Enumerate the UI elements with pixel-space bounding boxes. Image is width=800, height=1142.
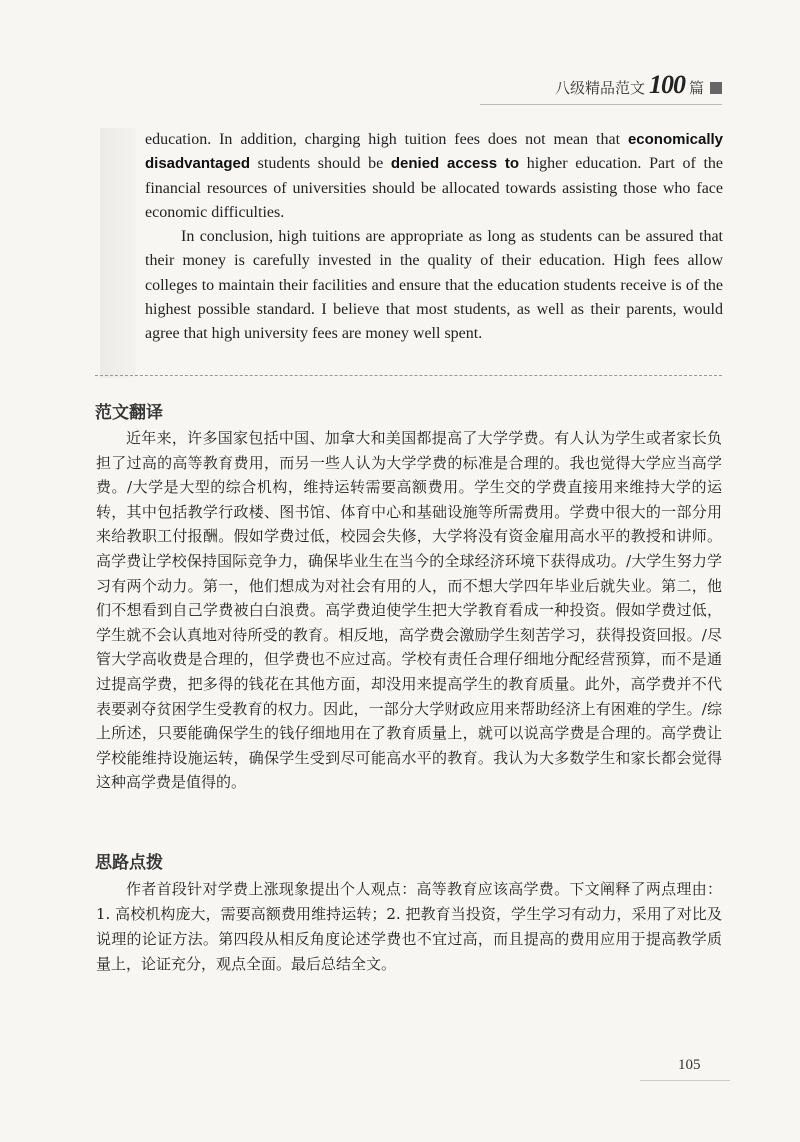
english-paragraph [145,225,723,346]
running-header [555,70,722,100]
section-divider [95,375,722,376]
header-title-suffix: 篇 [688,81,704,97]
header-title-prefix: 八级精品范文 [554,81,645,97]
header-square-icon [710,82,722,94]
key-phrase: denied access to [390,155,520,173]
margin-shading [100,128,136,378]
page-number-rule [640,1080,730,1081]
english-passage [145,128,723,347]
header-rule [480,104,722,105]
header-title-number: 100 [648,70,685,99]
text-segment: education. In addition, charging high tuition fees does not mean that [145,131,628,148]
text-segment: In conclusion, high tuitions are appropriate as long as students can be assured that their money is carefully invested in the quality of their education. High fees allow colleges to maintain their facilities and ensure that the education students receive is of the highest possible standard. I believe that most students, as well as their parents, would agree that high university fees are money well spent. [145,228,723,343]
text-segment: students should be [250,155,391,173]
translation-text: 近年来，许多国家包括中国、加拿大和美国都提高了大学学费。有人认为学生或者家长负担了过高的高等教育费用，而另一些人认为大学学费的标准是合理的。我也觉得大学应当高学费。/大学是大型的综合机构，维持运转需要高额费用。学生交的学费直接用来维持大学的运转，其中包括教学行政楼、图书馆、体育中心和基础设施等所需费用。学费中很大的一部分用来给教职工付报酬。假如学费过低，校园会失修，大学将没有资金雇用高水平的教授和讲师。高学费让学校保持国际竞争力，确保毕业生在当今的全球经济环境下获得成功。/大学生努力学习有两个动力。第一，他们想成为对社会有用的人，而不想大学四年毕业后就失业。第二，他们不想看到自己学费被白白浪费。高学费迫使学生把大学教育看成一种投资。假如学费过低，学生就不会认真地对待所受的教育。相反地，高学费会激励学生刻苦学习，获得投资回报。/尽管大学高收费是合理的，但学费也不应过高。学校有责任合理仔细地分配经营预算，而不是通过提高学费，把多得的钱花在其他方面，却没用来提高学生的教育质量。此外，高学费并不代表要剥夺贫困学生受教育的权力。因此，一部分大学财政应用来帮助经济上有困难的学生。/综上所述，只要能确保学生的钱仔细地用在了教育质量上，就可以说高学费是合理的。高学费让学校能维持设施运转，确保学生受到尽可能高水平的教育。我认为大多数学生和家长都会觉得这种高学费是值得的。 [96,429,722,792]
analysis-title: 思路点拨 [95,853,163,873]
key-phrase: economically disadvantaged [145,131,723,173]
text-segment: higher education. Part of the financial resources of universities should be allocated towards assisting those who face economic difficulties. [145,155,724,221]
page-number: 105 [678,1057,701,1073]
translation-title: 范文翻译 [95,403,163,423]
analysis-text: 作者首段针对学费上涨现象提出个人观点：高等教育应该高学费。下文阐释了两点理由：1. 高校机构庞大，需要高额费用维持运转；2. 把教育当投资，学生学习有动力，采用了对比及说理的论证方法。第四段从相反角度论述学费也不宜过高，而且提高的费用应用于提高教学质量上，论证充分，观点全面。最后总结全文。 [96,880,722,973]
english-paragraph [145,128,723,225]
